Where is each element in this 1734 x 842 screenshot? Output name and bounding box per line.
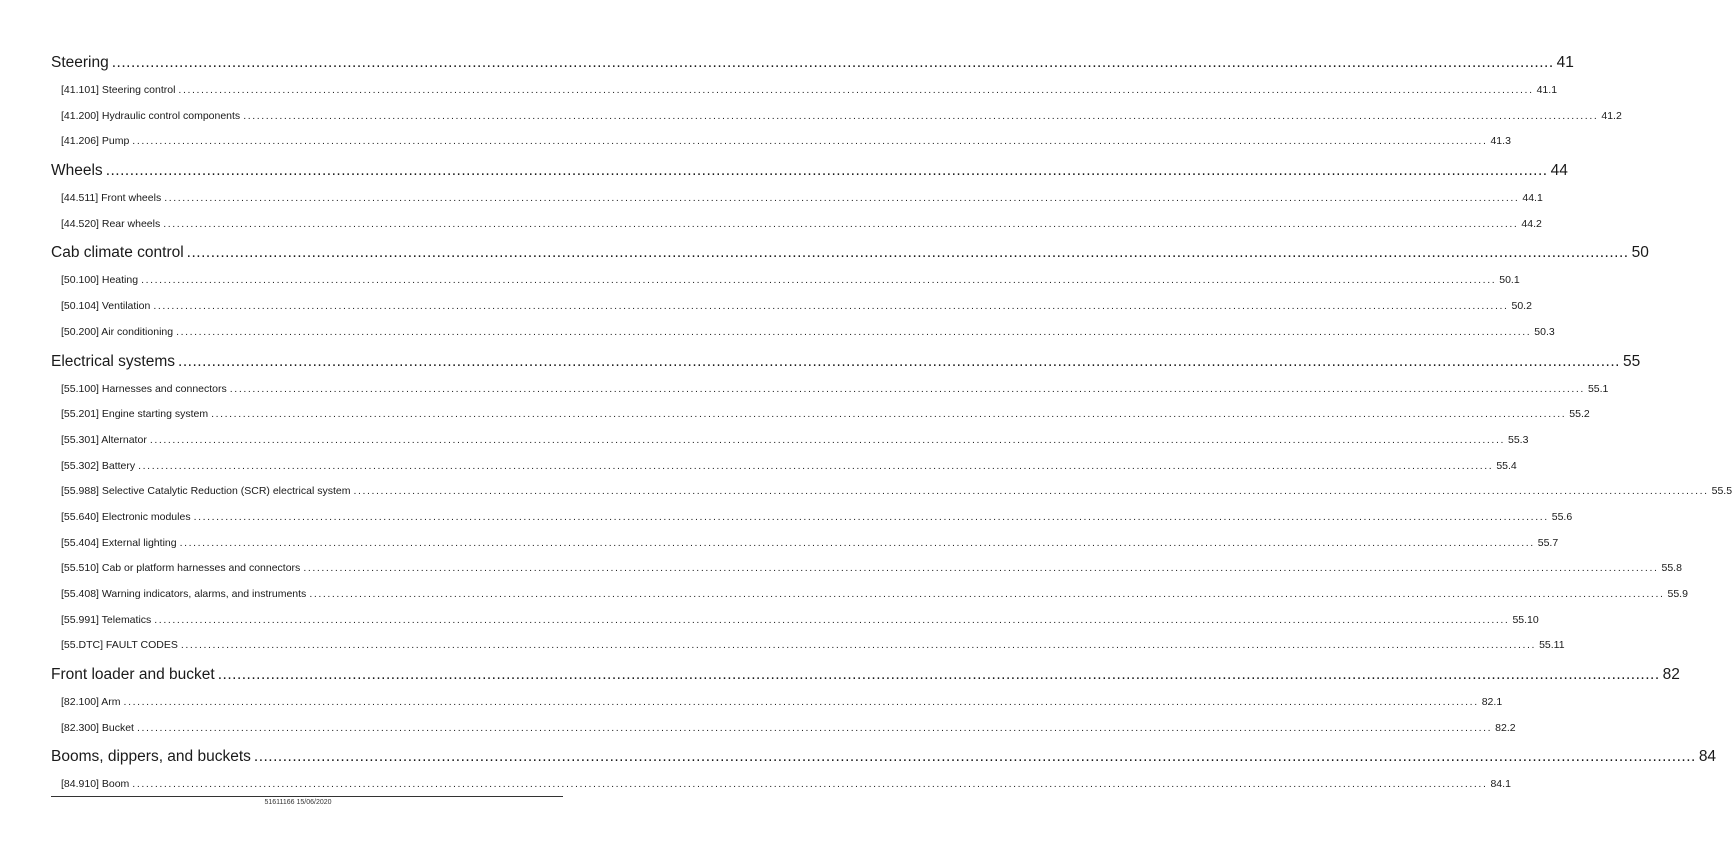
subsection-page-number: 55.9 [1667, 588, 1688, 600]
toc-subsection-entry[interactable] [51, 320, 1555, 346]
subsection-title: [84.910] Boom [61, 778, 130, 791]
subsection-page-number: 84.1 [1490, 778, 1511, 791]
toc-section [51, 659, 1680, 741]
dot-leader: ............................................................................................................................................................................................................................................................................................................ [211, 408, 1567, 421]
subsection-title: [44.511] Front wheels [61, 192, 162, 205]
dot-leader: ............................................................................................................................................................................................................................................................................................................ [138, 459, 1494, 472]
subsection-page-number: 55.4 [1496, 459, 1517, 472]
dot-leader: ............................................................................................................................................................................................................................................................................................................ [164, 192, 1520, 205]
subsection-page-number: 41.3 [1490, 135, 1511, 148]
dot-leader: ............................................................................................................................................................................................................................................................................................................ [123, 696, 1479, 709]
subsection-title: [55.991] Telematics [61, 613, 152, 626]
dot-leader: ............................................................................................................................................................................................................................................................................................................ [105, 162, 1548, 180]
subsection-title: [44.520] Rear wheels [61, 217, 161, 230]
subsection-title: [50.104] Ventilation [61, 300, 151, 313]
subsection-page-number: 82.2 [1495, 721, 1516, 734]
footer-divider [51, 796, 563, 797]
toc-chapter-entry[interactable] [51, 741, 1717, 772]
dot-leader: ............................................................................................................................................................................................................................................................................................................ [111, 54, 1554, 71]
dot-leader: ............................................................................................................................................................................................................................................................................................................ [153, 300, 1509, 313]
toc-subsection-entry[interactable] [51, 608, 1539, 634]
toc-chapter-entry[interactable] [51, 659, 1680, 690]
subsection-page-number: 41.2 [1601, 109, 1622, 122]
chapter-page-number: 44 [1550, 162, 1568, 180]
toc-section [51, 346, 1733, 660]
toc-chapter-entry[interactable] [51, 47, 1574, 78]
dot-leader: ............................................................................................................................................................................................................................................................................................................ [178, 352, 1620, 370]
subsection-title: [55.302] Battery [61, 459, 136, 472]
subsection-page-number: 44.1 [1522, 192, 1543, 205]
dot-leader: ............................................................................................................................................................................................................................................................................................................ [132, 778, 1488, 791]
subsection-page-number: 50.1 [1499, 274, 1520, 287]
subsection-title: [55.640] Electronic modules [61, 510, 191, 523]
toc-subsection-entry[interactable] [51, 402, 1590, 428]
subsection-page-number: 41.1 [1536, 84, 1558, 96]
subsection-page-number: 55.7 [1537, 536, 1559, 549]
chapter-page-number: 50 [1631, 244, 1649, 262]
toc-subsection-entry[interactable] [51, 377, 1609, 403]
chapter-page-number: 82 [1662, 666, 1680, 684]
dot-leader: ............................................................................................................................................................................................................................................................................................................ [217, 666, 1660, 684]
subsection-title: [50.100] Heating [61, 274, 139, 287]
table-of-contents [51, 47, 1733, 798]
dot-leader: ............................................................................................................................................................................................................................................................................................................ [154, 613, 1510, 626]
chapter-title: Booms, dippers, and buckets [51, 748, 251, 766]
toc-section [51, 155, 1568, 237]
subsection-title: [41.200] Hydraulic control components [61, 109, 241, 122]
toc-subsection-entry[interactable] [51, 268, 1520, 294]
subsection-page-number: 55.1 [1587, 382, 1609, 395]
dot-leader: ............................................................................................................................................................................................................................................................................................................ [149, 433, 1505, 446]
toc-subsection-entry[interactable] [51, 505, 1573, 531]
toc-subsection-entry[interactable] [51, 428, 1529, 454]
toc-subsection-entry[interactable] [51, 294, 1532, 320]
subsection-title: [41.206] Pump [61, 135, 130, 148]
toc-subsection-entry[interactable] [51, 633, 1565, 659]
chapter-page-number: 55 [1622, 352, 1641, 370]
dot-leader: ............................................................................................................................................................................................................................................................................................................ [353, 485, 1709, 498]
dot-leader: ............................................................................................................................................................................................................................................................................................................ [180, 639, 1537, 652]
subsection-page-number: 55.11 [1539, 639, 1565, 652]
toc-subsection-entry[interactable] [51, 186, 1543, 212]
dot-leader: ............................................................................................................................................................................................................................................................................................................ [229, 382, 1585, 395]
toc-subsection-entry[interactable] [51, 690, 1503, 716]
dot-leader: ............................................................................................................................................................................................................................................................................................................ [132, 135, 1488, 148]
chapter-page-number: 84 [1698, 748, 1717, 766]
subsection-title: [55.DTC] FAULT CODES [61, 639, 178, 652]
chapter-title: Electrical systems [51, 352, 176, 370]
dot-leader: ............................................................................................................................................................................................................................................................................................................ [176, 325, 1532, 338]
subsection-title: [55.510] Cab or platform harnesses and connectors [61, 562, 301, 575]
chapter-page-number: 41 [1556, 54, 1574, 71]
dot-leader: ............................................................................................................................................................................................................................................................................................................ [141, 274, 1497, 287]
subsection-page-number: 44.2 [1521, 217, 1542, 230]
subsection-title: [82.300] Bucket [61, 721, 134, 734]
dot-leader: ............................................................................................................................................................................................................................................................................................................ [178, 84, 1534, 96]
toc-subsection-entry[interactable] [51, 716, 1516, 742]
dot-leader: ............................................................................................................................................................................................................................................................................................................ [193, 510, 1549, 523]
footer-doc-id-date: 51611166 15/06/2020 [264, 799, 332, 806]
dot-leader: ............................................................................................................................................................................................................................................................................................................ [136, 721, 1493, 734]
subsection-page-number: 55.3 [1507, 433, 1529, 446]
toc-subsection-entry[interactable] [51, 556, 1682, 582]
subsection-title: [55.100] Harnesses and connectors [61, 382, 227, 395]
dot-leader: ............................................................................................................................................................................................................................................................................................................ [186, 244, 1629, 262]
toc-subsection-entry[interactable] [51, 772, 1511, 798]
subsection-page-number: 50.2 [1511, 300, 1532, 313]
toc-subsection-entry[interactable] [51, 454, 1517, 480]
chapter-title: Cab climate control [51, 244, 184, 262]
subsection-page-number: 50.3 [1534, 325, 1555, 338]
dot-leader: ............................................................................................................................................................................................................................................................................................................ [243, 109, 1599, 122]
subsection-title: [41.101] Steering control [61, 84, 176, 96]
subsection-page-number: 55.6 [1551, 510, 1573, 523]
toc-chapter-entry[interactable] [51, 237, 1649, 268]
subsection-page-number: 55.5 [1711, 485, 1733, 498]
toc-chapter-entry[interactable] [51, 346, 1641, 377]
subsection-title: [55.201] Engine starting system [61, 408, 209, 421]
toc-section [51, 741, 1717, 798]
subsection-page-number: 55.2 [1569, 408, 1590, 421]
dot-leader: ............................................................................................................................................................................................................................................................................................................ [179, 536, 1535, 549]
toc-subsection-entry[interactable] [51, 531, 1559, 557]
toc-subsection-entry[interactable] [51, 104, 1622, 130]
toc-section [51, 237, 1649, 345]
toc-subsection-entry[interactable] [51, 78, 1558, 104]
subsection-title: [82.100] Arm [61, 696, 121, 709]
toc-subsection-entry[interactable] [51, 479, 1733, 505]
toc-section [51, 47, 1622, 155]
dot-leader: ............................................................................................................................................................................................................................................................................................................ [303, 562, 1659, 575]
subsection-title: [50.200] Air conditioning [61, 325, 174, 338]
chapter-title: Wheels [51, 162, 103, 180]
subsection-page-number: 55.10 [1512, 613, 1539, 626]
chapter-title: Front loader and bucket [51, 666, 215, 684]
dot-leader: ............................................................................................................................................................................................................................................................................................................ [253, 748, 1696, 766]
subsection-title: [55.408] Warning indicators, alarms, and instruments [61, 588, 307, 600]
toc-subsection-entry[interactable] [51, 129, 1511, 155]
subsection-page-number: 82.1 [1481, 696, 1503, 709]
subsection-page-number: 55.8 [1661, 562, 1682, 575]
subsection-title: [55.404] External lighting [61, 536, 177, 549]
toc-subsection-entry[interactable] [51, 212, 1542, 238]
toc-chapter-entry[interactable] [51, 155, 1568, 186]
chapter-title: Steering [51, 54, 109, 71]
dot-leader: ............................................................................................................................................................................................................................................................................................................ [163, 217, 1519, 230]
subsection-title: [55.301] Alternator [61, 433, 147, 446]
dot-leader: ............................................................................................................................................................................................................................................................................................................ [309, 588, 1665, 600]
toc-subsection-entry[interactable] [51, 582, 1688, 608]
subsection-title: [55.988] Selective Catalytic Reduction (SCR) electrical system [61, 485, 351, 498]
